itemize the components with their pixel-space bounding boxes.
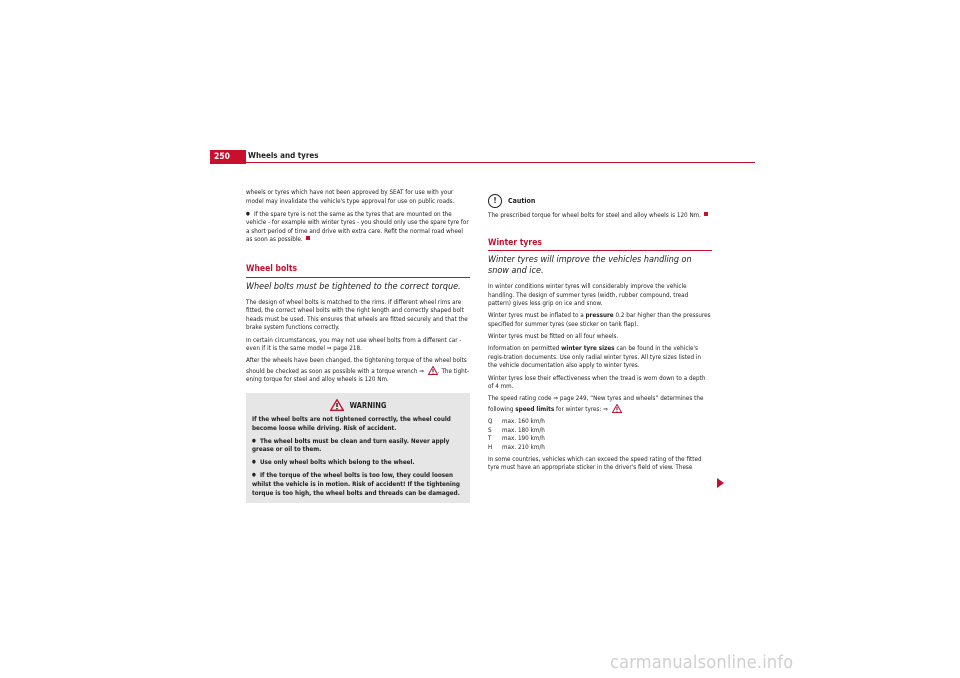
emphasis-text: winter tyre sizes	[561, 345, 615, 353]
list-item	[488, 444, 712, 453]
list-item	[488, 418, 712, 427]
paragraph: Winter tyres lose their effectiveness when the tread is worn down to a depth of 4 mm.	[488, 374, 706, 391]
paragraph	[488, 345, 712, 371]
speed-code: Q	[488, 417, 493, 425]
paragraph	[488, 395, 712, 414]
paragraph-text: The speed rating code ⇒ page 249, “New tyres and wheels” determines the following	[488, 395, 704, 413]
caution-text	[488, 212, 712, 221]
paragraph: In certain circumstances, you may not use wheel bolts from a different car - even if it is the same model ⇒ page 218.	[246, 336, 462, 353]
warning-intro: If the wheel bolts are not tightened correctly, the wheel could become loose while driving. Risk of accident.	[252, 416, 451, 432]
paragraph: In winter conditions winter tyres will considerably improve the vehicle handling. The design of summer tyres (width, rubber compound, tread pattern) gives less grip on ice and snow.	[488, 283, 689, 308]
warning-item: ● If the torque of the wheel bolts is too low, they could loosen whilst the vehicle is in motion. Risk of accident! If the tightening torque is too high, the wheel bolts and threads can be damaged.	[252, 471, 464, 498]
warning-item: ● The wheel bolts must be clean and turn easily. Never apply grease or oil to them.	[252, 437, 464, 455]
right-column	[488, 194, 712, 476]
speed-limit: max. 210 km/h	[502, 443, 545, 451]
caution-text-body: The prescribed torque for wheel bolts for steel and alloy wheels is 120 Nm.	[488, 212, 701, 219]
caution-icon: !	[488, 194, 502, 208]
next-page-arrow-icon[interactable]	[717, 478, 724, 488]
caution-header	[488, 194, 712, 208]
warning-triangle-icon	[428, 366, 438, 375]
section-title-wheel-bolts: Wheel bolts	[246, 265, 470, 278]
speed-limit: max. 190 km/h	[502, 435, 545, 443]
paragraph-text: for winter tyres: ⇒	[556, 405, 608, 413]
speed-list	[488, 418, 712, 452]
paragraph-text: Information on permitted	[488, 345, 560, 353]
paragraph-text: can be found in the vehicle's regis-tration documents. Use only radial winter tyres. All tyre sizes listed in the vehicle documentation also apply to winter tyres.	[488, 345, 702, 370]
warning-box	[246, 393, 470, 503]
paragraph: The design of wheel bolts is matched to the rims. If different wheel rims are fitted, the correct wheel bolts with the right length and correctly shaped bolt heads must be used. This ensures that wheels are fitted securely and that the brake system functions correctly.	[246, 298, 468, 332]
warning-header	[252, 399, 464, 411]
paragraph: In some countries, vehicles which can exceed the speed rating of the fitted tyre must have an appropriate sticker in the driver's field of view. These	[488, 455, 702, 472]
paragraph-text: Winter tyres must be inflated to a	[488, 312, 584, 320]
paragraph	[488, 312, 712, 329]
warning-triangle-icon	[612, 404, 622, 413]
watermark: carmanualsonline.info	[610, 652, 794, 673]
section-subtitle: Wheel bolts must be tightened to the correct torque.	[246, 281, 461, 292]
end-marker-icon	[704, 212, 708, 216]
speed-limit: max. 160 km/h	[502, 417, 545, 425]
paragraph-text: 0.2 bar higher than the pressures specified for summer tyres (see sticker on tank flap).	[488, 312, 711, 329]
speed-code: S	[488, 426, 492, 434]
section-title-winter-tyres: Winter tyres	[488, 239, 712, 252]
end-marker-icon	[306, 236, 310, 240]
running-title: Wheels and tyres	[248, 151, 319, 160]
list-item	[488, 435, 712, 444]
list-item	[488, 427, 712, 436]
emphasis-text: speed limits	[515, 405, 555, 413]
emphasis-text: pressure	[585, 312, 614, 320]
header-rule	[210, 162, 755, 163]
warning-triangle-icon	[330, 399, 344, 411]
caution-title: Caution	[508, 196, 536, 205]
warning-title: WARNING	[349, 401, 387, 410]
page-number: 250	[210, 150, 246, 164]
bullet-item	[246, 210, 470, 245]
speed-limit: max. 180 km/h	[502, 426, 545, 434]
paragraph-text: After the wheels have been changed, the tightening torque of the wheel bolts should be checked as soon as possible with a torque wrench ⇒	[246, 357, 467, 375]
speed-code: H	[488, 443, 493, 451]
speed-code: T	[488, 435, 492, 443]
bullet-text: If the spare tyre is not the same as the tyres that are mounted on the vehicle - for example with winter tyres - you should only use the spare tyre for a short period of time and drive with extra care. Refit the normal road wheel as soon as possible.	[246, 210, 469, 244]
paragraph: Winter tyres must be fitted on all four wheels.	[488, 333, 619, 341]
section-subtitle: Winter tyres will improve the vehicles handling on snow and ice.	[488, 255, 692, 277]
left-column	[246, 189, 470, 503]
warning-item: ● Use only wheel bolts which belong to the wheel.	[252, 458, 464, 468]
paragraph-text: . The tight-ening torque for steel and alloy wheels is 120 Nm.	[246, 367, 470, 384]
paragraph	[246, 357, 470, 385]
paragraph: wheels or tyres which have not been approved by SEAT for use with your model may invalidate the vehicle's type approval for use on public roads.	[246, 189, 455, 205]
